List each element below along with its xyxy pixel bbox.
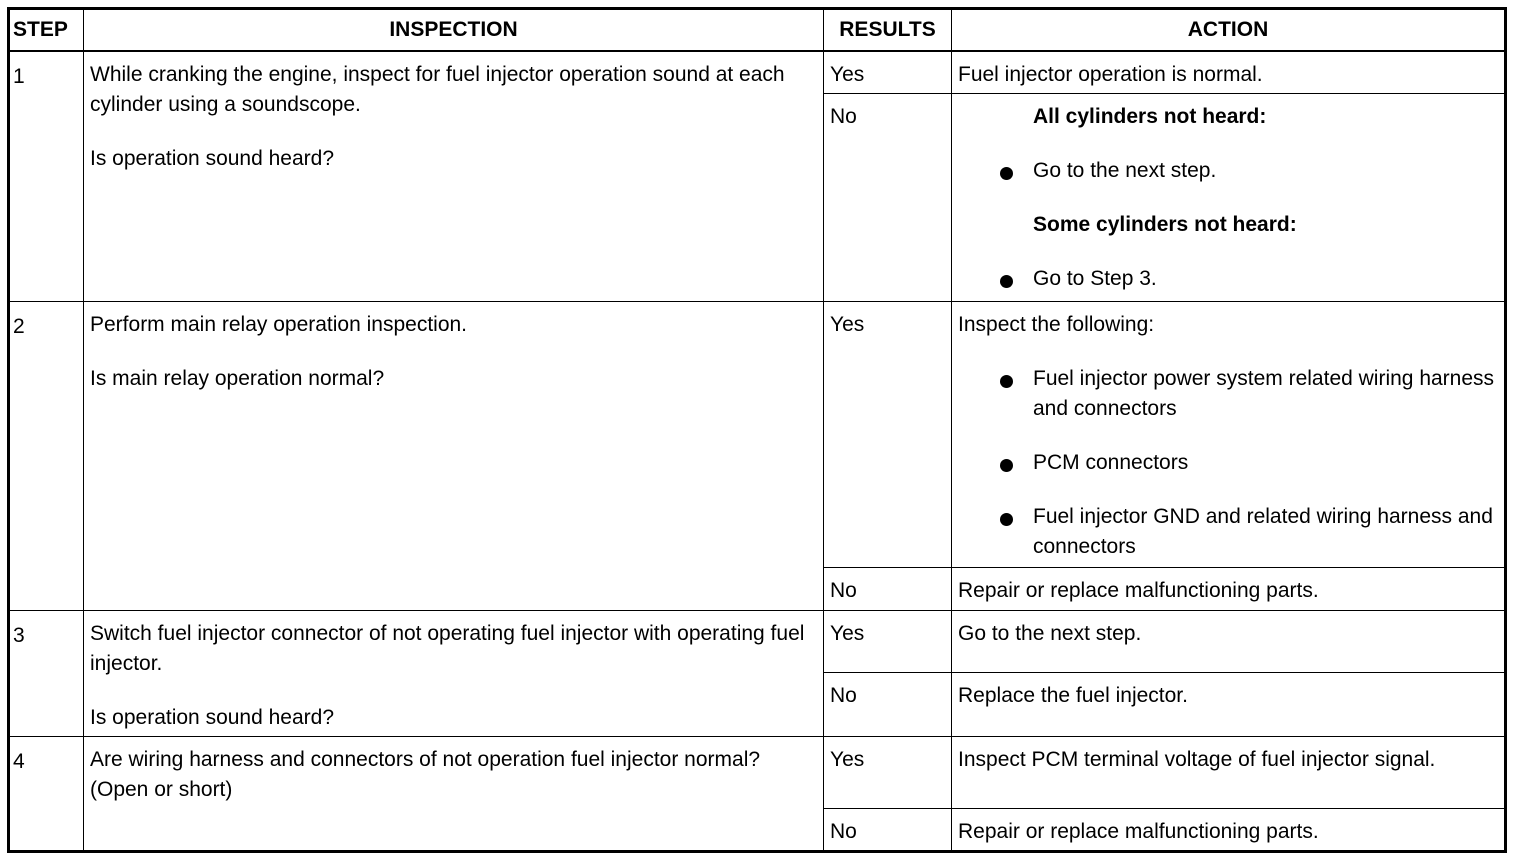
table-row bbox=[9, 736, 1506, 808]
result-no: No bbox=[824, 672, 952, 736]
table-row bbox=[9, 51, 1506, 93]
inspection-question: Is operation sound heard? bbox=[90, 147, 335, 170]
action-cell bbox=[952, 301, 1506, 567]
bullet-icon bbox=[1000, 513, 1013, 526]
result-no: No bbox=[824, 93, 952, 301]
bullet-icon bbox=[1000, 167, 1013, 180]
troubleshooting-table bbox=[7, 7, 1507, 853]
action-cell: Go to the next step. bbox=[952, 610, 1506, 672]
inspection-cell bbox=[84, 610, 824, 736]
header-inspection: INSPECTION bbox=[84, 9, 824, 52]
header-step: STEP bbox=[9, 9, 84, 52]
step-number: 2 bbox=[9, 301, 84, 610]
inspection-question: Is main relay operation normal? bbox=[90, 366, 385, 390]
inspection-text: Perform main relay operation inspection. bbox=[90, 312, 468, 336]
table-row bbox=[9, 301, 1506, 567]
action-bullet: Go to Step 3. bbox=[958, 264, 1498, 294]
bullet-icon bbox=[1000, 275, 1013, 288]
action-bullet: PCM connectors bbox=[958, 448, 1498, 478]
result-yes: Yes bbox=[824, 51, 952, 93]
bullet-icon bbox=[1000, 375, 1013, 388]
action-bullet: Go to the next step. bbox=[958, 156, 1498, 186]
step-number: 4 bbox=[9, 736, 84, 851]
step-number: 1 bbox=[9, 51, 84, 301]
inspection-cell bbox=[84, 51, 824, 301]
action-cell bbox=[952, 93, 1506, 301]
action-bullet: Fuel injector GND and related wiring harness and connectors bbox=[958, 502, 1498, 562]
inspection-cell bbox=[84, 736, 824, 851]
action-cell: Inspect PCM terminal voltage of fuel injector signal. bbox=[952, 736, 1506, 808]
action-intro: Inspect the following: bbox=[958, 312, 1155, 336]
header-action: ACTION bbox=[952, 9, 1506, 52]
inspection-cell bbox=[84, 301, 824, 610]
action-heading: All cylinders not heard: bbox=[1033, 104, 1267, 128]
table-row bbox=[9, 610, 1506, 672]
action-cell: Repair or replace malfunctioning parts. bbox=[952, 808, 1506, 851]
result-yes: Yes bbox=[824, 610, 952, 672]
action-cell: Repair or replace malfunctioning parts. bbox=[952, 567, 1506, 610]
result-no: No bbox=[824, 567, 952, 610]
header-results: RESULTS bbox=[824, 9, 952, 52]
action-cell: Fuel injector operation is normal. bbox=[952, 51, 1506, 93]
header-row bbox=[9, 9, 1506, 52]
inspection-text: Switch fuel injector connector of not operating fuel injector with operating fuel injector. bbox=[90, 621, 805, 675]
step-number: 3 bbox=[9, 610, 84, 736]
inspection-text: While cranking the engine, inspect for fuel injector operation sound at each cylinder using a soundscope. bbox=[90, 63, 785, 116]
result-yes: Yes bbox=[824, 736, 952, 808]
result-yes: Yes bbox=[824, 301, 952, 567]
action-heading: Some cylinders not heard: bbox=[1033, 212, 1297, 236]
inspection-question: Is operation sound heard? bbox=[90, 705, 335, 729]
action-cell: Replace the fuel injector. bbox=[952, 672, 1506, 736]
inspection-text: Are wiring harness and connectors of not operation fuel injector normal? (Open or short) bbox=[90, 747, 761, 801]
result-no: No bbox=[824, 808, 952, 851]
bullet-icon bbox=[1000, 459, 1013, 472]
action-bullet: Fuel injector power system related wiring harness and connectors bbox=[958, 364, 1498, 424]
